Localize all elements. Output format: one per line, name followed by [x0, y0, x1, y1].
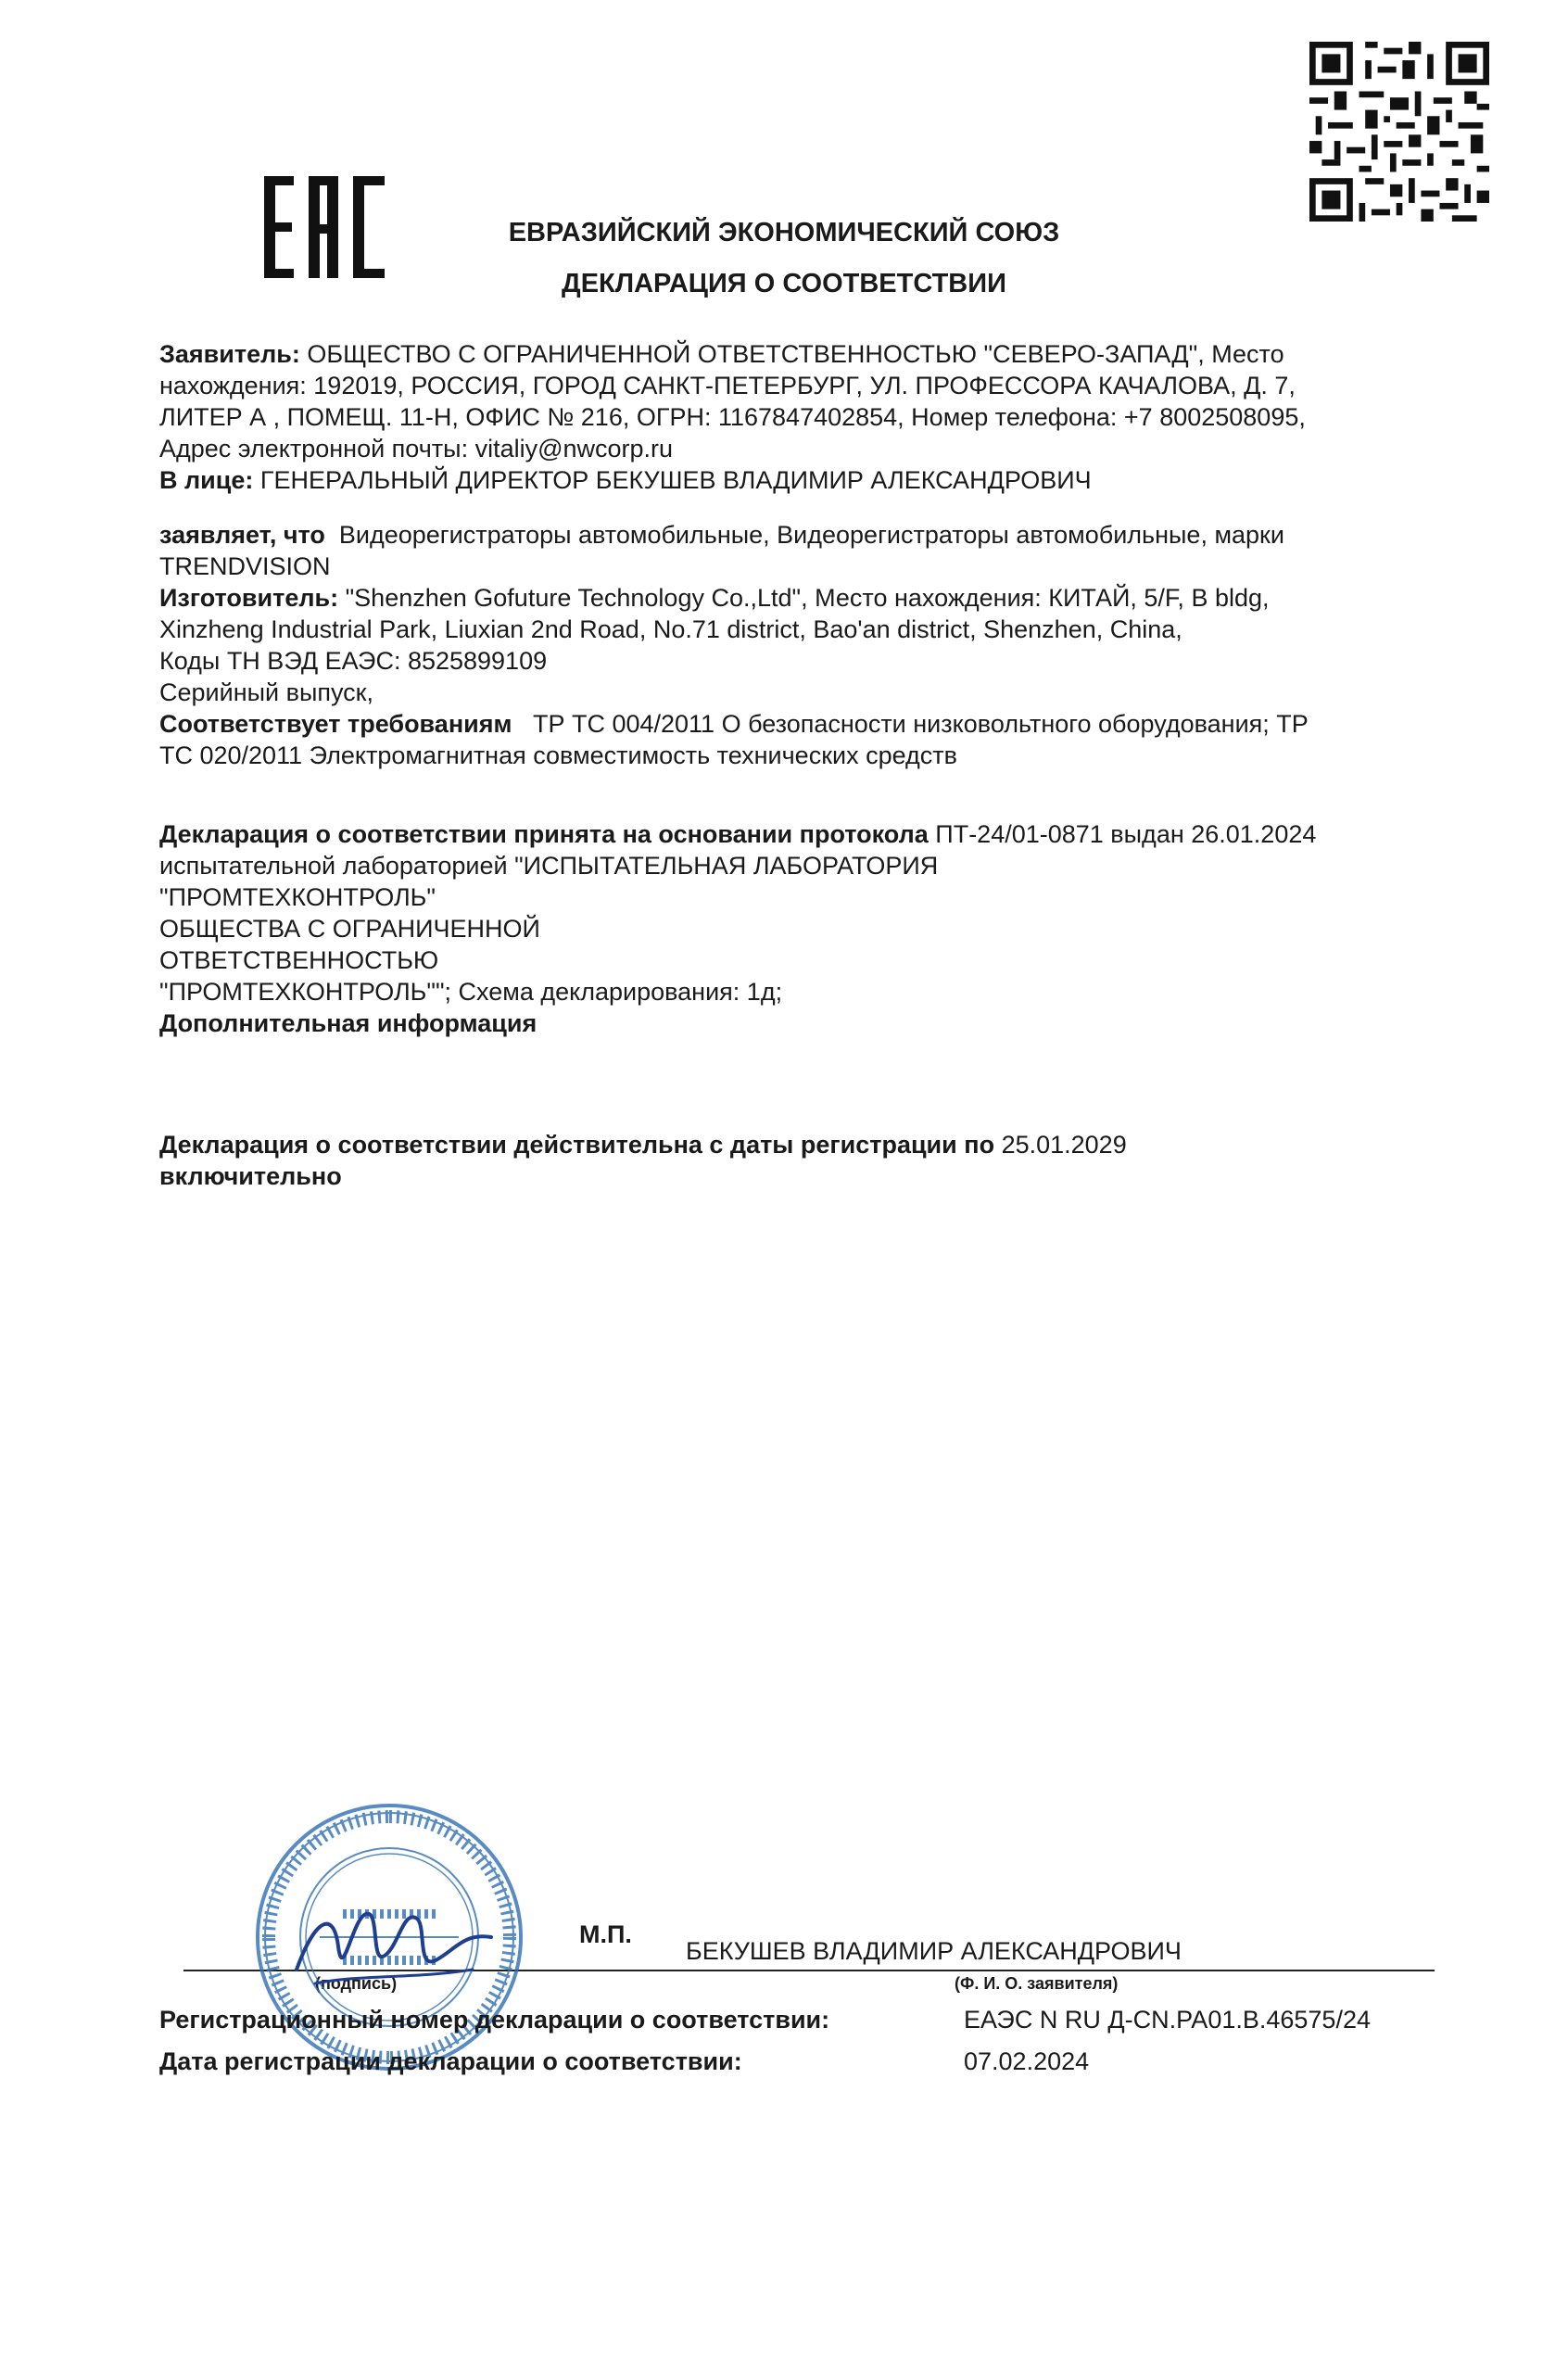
- validity-label: Декларация о соответствии действительна с даты регистрации по: [159, 1131, 995, 1159]
- handwritten-signature: [278, 1882, 510, 2021]
- requirements-line: ТС 020/2011 Электромагнитная совместимость технических средств: [159, 741, 957, 769]
- name-caption: (Ф. И. О. заявителя): [955, 1974, 1119, 1993]
- requirements-label: Соответствует требованиям: [159, 710, 512, 738]
- additional-info-label: Дополнительная информация: [159, 1009, 537, 1037]
- representative-label: В лице:: [159, 466, 254, 494]
- manufacturer-label: Изготовитель:: [159, 584, 339, 612]
- mp-label: М.П.: [579, 1920, 632, 1948]
- registration-number-value: ЕАЭС N RU Д-CN.РА01.В.46575/24: [964, 2006, 1371, 2034]
- registration-date-value: 07.02.2024: [964, 2047, 1090, 2075]
- manufacturer-line: Коды ТН ВЭД ЕАЭС: 8525899109: [159, 647, 548, 675]
- basis-line: "ПРОМТЕХКОНТРОЛЬ": [159, 883, 436, 911]
- basis-line: ОБЩЕСТВА С ОГРАНИЧЕННОЙ: [159, 915, 540, 943]
- basis-label: Декларация о соответствии принята на основании протокола: [159, 820, 929, 848]
- declares-label: заявляет, что: [159, 521, 325, 549]
- product-line: Видеорегистраторы автомобильные, Видеорегистраторы автомобильные, марки: [338, 521, 1284, 549]
- manufacturer-line: Серийный выпуск,: [159, 678, 373, 706]
- validity-date: 25.01.2029: [1001, 1131, 1127, 1159]
- applicant-line: нахождения: 192019, РОССИЯ, ГОРОД САНКТ-ПЕТЕРБУРГ, УЛ. ПРОФЕССОРА КАЧАЛОВА, Д. 7,: [159, 372, 1296, 399]
- registration-date-label: Дата регистрации декларации о соответствии:: [159, 2047, 742, 2075]
- basis-section: [159, 818, 1316, 1039]
- union-title: ЕВРАЗИЙСКИЙ ЭКОНОМИЧЕСКИЙ СОЮЗ: [508, 218, 1060, 247]
- manufacturer-line: "Shenzhen Gofuture Technology Co.,Ltd", Место нахождения: КИТАЙ, 5/F, B bldg,: [345, 584, 1270, 612]
- qr-code-icon[interactable]: [1309, 42, 1489, 222]
- basis-line: ПТ-24/01-0871 выдан 26.01.2024: [935, 820, 1317, 848]
- validity-suffix: включительно: [159, 1162, 342, 1190]
- declares-section: [159, 519, 1309, 771]
- basis-line: "ПРОМТЕХКОНТРОЛЬ""; Схема декларирования: 1д;: [159, 978, 783, 1006]
- representative-value: ГЕНЕРАЛЬНЫЙ ДИРЕКТОР БЕКУШЕВ ВЛАДИМИР АЛЕКСАНДРОВИЧ: [259, 466, 1092, 494]
- applicant-section: [159, 338, 1306, 496]
- applicant-label: Заявитель:: [159, 340, 300, 368]
- registration-number-label: Регистрационный номер декларации о соответствии:: [159, 2006, 830, 2034]
- document-title: ДЕКЛАРАЦИЯ О СООТВЕТСТВИИ: [562, 269, 1006, 298]
- requirements-line: ТР ТС 004/2011 О безопасности низковольтного оборудования; ТР: [532, 710, 1309, 738]
- applicant-line: ОБЩЕСТВО С ОГРАНИЧЕННОЙ ОТВЕТСТВЕННОСТЬЮ "СЕВЕРО-ЗАПАД", Место: [307, 340, 1284, 368]
- basis-line: ОТВЕТСТВЕННОСТЬЮ: [159, 946, 439, 974]
- manufacturer-line: Xinzheng Industrial Park, Liuxian 2nd Road, No.71 district, Bao'an district, Shenzhen, China,: [159, 615, 1182, 643]
- signature-caption: (подпись): [315, 1974, 398, 1993]
- basis-line: испытательной лабораторией "ИСПЫТАТЕЛЬНАЯ ЛАБОРАТОРИЯ: [159, 852, 939, 880]
- applicant-line: Адрес электронной почты: vitaliy@nwcorp.ru: [159, 435, 674, 463]
- applicant-line: ЛИТЕР А , ПОМЕЩ. 11-Н, ОФИС № 216, ОГРН: 1167847402854, Номер телефона: +7 8002508095,: [159, 403, 1306, 431]
- signatory-name: БЕКУШЕВ ВЛАДИМИР АЛЕКСАНДРОВИЧ: [686, 1937, 1182, 1965]
- product-line: TRENDVISION: [159, 552, 331, 580]
- validity-section: [159, 1129, 1127, 1192]
